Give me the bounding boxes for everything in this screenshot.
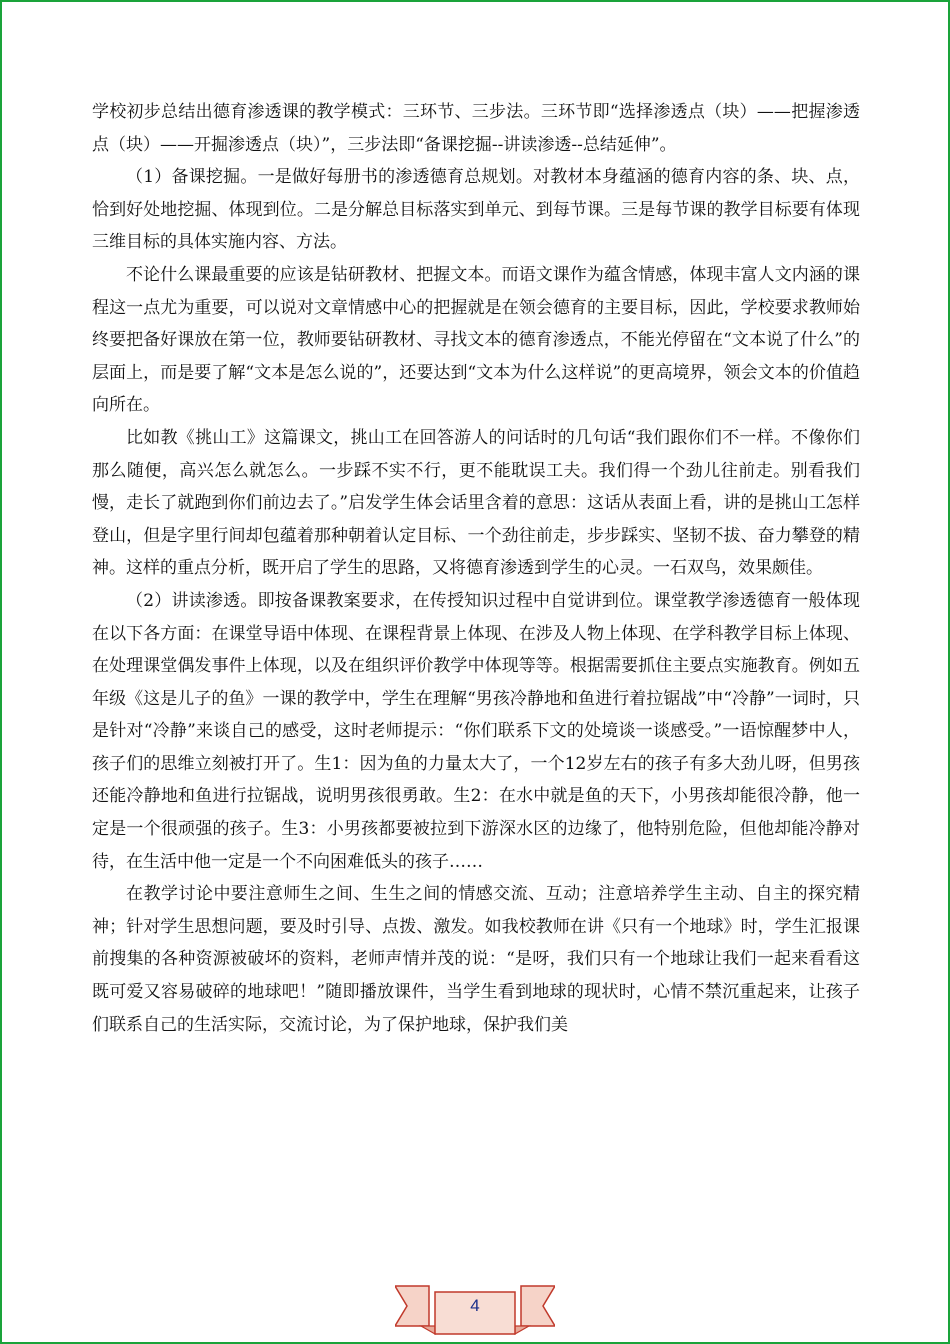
paragraph-3: 不论什么课最重要的应该是钻研教材、把握文本。而语文课作为蕴含情感，体现丰富人文内涵的课程这一点尤为重要，可以说对文章情感中心的把握就是在领会德育的主要目标，因此，学校要求教师始终要把备好课放在第一位，教师要钻研教材、寻找文本的德育渗透点，不能光停留在“文本说了什么”的层面上，而是要了解“文本是怎么说的”，还要达到“文本为什么这样说”的更高境界，领会文本的价值趋向所在。 xyxy=(92,264,860,416)
paragraph-1: 学校初步总结出德育渗透课的教学模式：三环节、三步法。三环节即“选择渗透点（块）——把握渗透点（块）——开掘渗透点（块）”，三步法即“备课挖掘--讲读渗透--总结延伸”。 xyxy=(92,102,860,155)
paragraph-4: 比如教《挑山工》这篇课文，挑山工在回答游人的问话时的几句话“我们跟你们不一样。不像你们那么随便，高兴怎么就怎么。一步踩不实不行，更不能耽误工夫。我们得一个劲儿往前走。别看我们慢，走长了就跑到你们前边去了。”启发学生体会话里含着的意思：这话从表面上看，讲的是挑山工怎样登山，但是字里行间却包蕴着那种朝着认定目标、一个劲往前走，步步踩实、坚韧不拔、奋力攀登的精神。这样的重点分析，既开启了学生的思路，又将德育渗透到学生的心灵。一石双鸟，效果颇佳。 xyxy=(92,427,860,579)
document-body xyxy=(92,96,860,1041)
paragraph-6: 在教学讨论中要注意师生之间、生生之间的情感交流、互动；注意培养学生主动、自主的探究精神；针对学生思想问题，要及时引导、点拨、激发。如我校教师在讲《只有一个地球》时，学生汇报课前搜集的各种资源被破坏的资料，老师声情并茂的说：“是呀，我们只有一个地球让我们一起来看看这既可爱又容易破碎的地球吧！”随即播放课件，当学生看到地球的现状时，心情不禁沉重起来，让孩子们联系自己的生活实际，交流讨论，为了保护地球，保护我们美 xyxy=(92,884,860,1035)
paragraph-2: （1）备课挖掘。一是做好每册书的渗透德育总规划。对教材本身蕴涵的德育内容的条、块、点，恰到好处地挖掘、体现到位。二是分解总目标落实到单元、到每节课。三是每节课的教学目标要有体现三维目标的具体实施内容、方法。 xyxy=(92,167,860,253)
page-footer xyxy=(395,1280,555,1340)
page-number: 4 xyxy=(470,1296,480,1315)
paragraph-5: （2）讲读渗透。即按备课教案要求，在传授知识过程中自觉讲到位。课堂教学渗透德育一般体现在以下各方面：在课堂导语中体现、在课程背景上体现、在涉及人物上体现、在学科教学目标上体现、在处理课堂偶发事件上体现，以及在组织评价教学中体现等等。根据需要抓住主要点实施教育。例如五年级《这是儿子的鱼》一课的教学中，学生在理解“男孩冷静地和鱼进行着拉锯战”中“冷静”一词时，只是针对“冷静”来谈自己的感受，这时老师提示：“你们联系下文的处境谈一谈感受。”一语惊醒梦中人，孩子们的思维立刻被打开了。生1：因为鱼的力量太大了，一个12岁左右的孩子有多大劲儿呀，但男孩还能冷静地和鱼进行拉锯战，说明男孩很勇敢。生2：在水中就是鱼的天下，小男孩却能很冷静，他一定是一个很顽强的孩子。生3：小男孩都要被拉到下游深水区的边缘了，他特别危险，但他却能冷静对待，在生活中他一定是一个不向困难低头的孩子…… xyxy=(92,590,860,872)
